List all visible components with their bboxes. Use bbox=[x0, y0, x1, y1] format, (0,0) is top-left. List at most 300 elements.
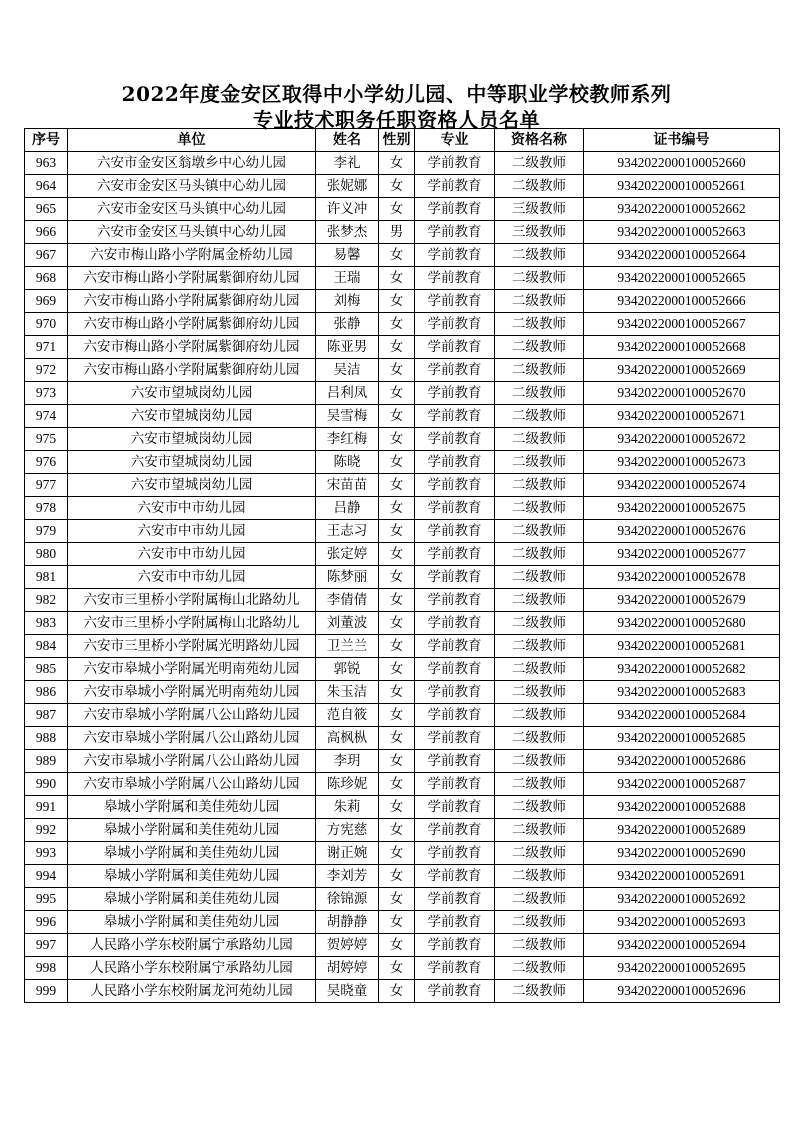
cell-unit: 六安市中市幼儿园 bbox=[68, 520, 316, 543]
cell-gender: 女 bbox=[379, 428, 415, 451]
cell-major: 学前教育 bbox=[415, 244, 495, 267]
cell-unit: 六安市三里桥小学附属梅山北路幼儿 bbox=[68, 612, 316, 635]
cell-seq: 986 bbox=[25, 681, 68, 704]
cell-gender: 女 bbox=[379, 336, 415, 359]
cell-seq: 989 bbox=[25, 750, 68, 773]
cell-qualification: 二级教师 bbox=[495, 290, 584, 313]
cell-seq: 976 bbox=[25, 451, 68, 474]
cell-major: 学前教育 bbox=[415, 773, 495, 796]
cell-seq: 988 bbox=[25, 727, 68, 750]
cell-gender: 女 bbox=[379, 773, 415, 796]
cell-major: 学前教育 bbox=[415, 957, 495, 980]
cell-certificate: 9342022000100052676 bbox=[584, 520, 780, 543]
cell-qualification: 二级教师 bbox=[495, 842, 584, 865]
cell-gender: 女 bbox=[379, 727, 415, 750]
cell-unit: 六安市梅山路小学附属紫御府幼儿园 bbox=[68, 267, 316, 290]
cell-name: 刘董波 bbox=[316, 612, 379, 635]
cell-certificate: 9342022000100052686 bbox=[584, 750, 780, 773]
cell-certificate: 934202200010005266​0 bbox=[584, 152, 780, 175]
table-row bbox=[25, 911, 780, 934]
cell-name: 李玥 bbox=[316, 750, 379, 773]
col-header-name: 姓名 bbox=[316, 129, 379, 152]
table-row bbox=[25, 589, 780, 612]
cell-seq: 970 bbox=[25, 313, 68, 336]
table-row bbox=[25, 957, 780, 980]
cell-unit: 六安市中市幼儿园 bbox=[68, 497, 316, 520]
cell-seq: 998 bbox=[25, 957, 68, 980]
cell-name: 张静 bbox=[316, 313, 379, 336]
cell-gender: 女 bbox=[379, 796, 415, 819]
cell-unit: 皋城小学附属和美佳苑幼儿园 bbox=[68, 888, 316, 911]
cell-seq: 994 bbox=[25, 865, 68, 888]
cell-gender: 女 bbox=[379, 888, 415, 911]
cell-major: 学前教育 bbox=[415, 451, 495, 474]
cell-seq: 983 bbox=[25, 612, 68, 635]
cell-unit: 六安市望城岗幼儿园 bbox=[68, 451, 316, 474]
cell-seq: 982 bbox=[25, 589, 68, 612]
cell-seq: 974 bbox=[25, 405, 68, 428]
cell-certificate: 9342022000100052693 bbox=[584, 911, 780, 934]
cell-name: 李刘芳 bbox=[316, 865, 379, 888]
cell-unit: 六安市望城岗幼儿园 bbox=[68, 474, 316, 497]
cell-qualification: 二级教师 bbox=[495, 819, 584, 842]
cell-gender: 女 bbox=[379, 267, 415, 290]
cell-name: 陈珍妮 bbox=[316, 773, 379, 796]
cell-gender: 女 bbox=[379, 704, 415, 727]
cell-seq: 979 bbox=[25, 520, 68, 543]
cell-unit: 六安市三里桥小学附属梅山北路幼儿 bbox=[68, 589, 316, 612]
table-row bbox=[25, 796, 780, 819]
table-row bbox=[25, 612, 780, 635]
cell-name: 吴雪梅 bbox=[316, 405, 379, 428]
cell-major: 学前教育 bbox=[415, 198, 495, 221]
table-row bbox=[25, 704, 780, 727]
cell-seq: 987 bbox=[25, 704, 68, 727]
cell-unit: 皋城小学附属和美佳苑幼儿园 bbox=[68, 819, 316, 842]
cell-unit: 六安市金安区翁墩乡中心幼儿园 bbox=[68, 152, 316, 175]
cell-seq: 984 bbox=[25, 635, 68, 658]
table-row bbox=[25, 175, 780, 198]
cell-qualification: 二级教师 bbox=[495, 773, 584, 796]
col-header-gender: 性别 bbox=[379, 129, 415, 152]
table-row bbox=[25, 658, 780, 681]
cell-certificate: 9342022000100052682 bbox=[584, 658, 780, 681]
cell-certificate: 9342022000100052688 bbox=[584, 796, 780, 819]
cell-major: 学前教育 bbox=[415, 589, 495, 612]
cell-gender: 女 bbox=[379, 175, 415, 198]
table-row bbox=[25, 405, 780, 428]
cell-name: 许义冲 bbox=[316, 198, 379, 221]
table-row bbox=[25, 244, 780, 267]
cell-name: 陈亚男 bbox=[316, 336, 379, 359]
table-row bbox=[25, 221, 780, 244]
col-header-unit: 单位 bbox=[68, 129, 316, 152]
cell-gender: 女 bbox=[379, 819, 415, 842]
col-header-major: 专业 bbox=[415, 129, 495, 152]
table-row bbox=[25, 566, 780, 589]
cell-certificate: 9342022000100052673 bbox=[584, 451, 780, 474]
cell-unit: 六安市金安区马头镇中心幼儿园 bbox=[68, 221, 316, 244]
cell-qualification: 二级教师 bbox=[495, 267, 584, 290]
cell-gender: 女 bbox=[379, 934, 415, 957]
cell-gender: 女 bbox=[379, 290, 415, 313]
cell-unit: 六安市望城岗幼儿园 bbox=[68, 382, 316, 405]
cell-unit: 六安市中市幼儿园 bbox=[68, 566, 316, 589]
table-row bbox=[25, 290, 780, 313]
cell-seq: 964 bbox=[25, 175, 68, 198]
table-row bbox=[25, 819, 780, 842]
cell-qualification: 二级教师 bbox=[495, 704, 584, 727]
cell-qualification: 二级教师 bbox=[495, 911, 584, 934]
cell-major: 学前教育 bbox=[415, 704, 495, 727]
cell-certificate: 9342022000100052670 bbox=[584, 382, 780, 405]
cell-gender: 女 bbox=[379, 750, 415, 773]
cell-qualification: 二级教师 bbox=[495, 566, 584, 589]
cell-major: 学前教育 bbox=[415, 658, 495, 681]
cell-name: 张梦杰 bbox=[316, 221, 379, 244]
cell-major: 学前教育 bbox=[415, 796, 495, 819]
cell-gender: 女 bbox=[379, 842, 415, 865]
table-row bbox=[25, 888, 780, 911]
cell-certificate: 9342022000100052690 bbox=[584, 842, 780, 865]
table-row bbox=[25, 681, 780, 704]
cell-seq: 971 bbox=[25, 336, 68, 359]
cell-gender: 女 bbox=[379, 566, 415, 589]
cell-unit: 六安市皋城小学附属光明南苑幼儿园 bbox=[68, 658, 316, 681]
cell-major: 学前教育 bbox=[415, 290, 495, 313]
cell-qualification: 二级教师 bbox=[495, 796, 584, 819]
table-row bbox=[25, 543, 780, 566]
cell-certificate: 9342022000100052681 bbox=[584, 635, 780, 658]
cell-seq: 966 bbox=[25, 221, 68, 244]
cell-unit: 六安市皋城小学附属八公山路幼儿园 bbox=[68, 750, 316, 773]
cell-name: 范自筱 bbox=[316, 704, 379, 727]
cell-gender: 女 bbox=[379, 313, 415, 336]
cell-qualification: 二级教师 bbox=[495, 589, 584, 612]
header-row bbox=[25, 129, 780, 152]
cell-unit: 六安市金安区马头镇中心幼儿园 bbox=[68, 198, 316, 221]
cell-qualification: 二级教师 bbox=[495, 405, 584, 428]
cell-major: 学前教育 bbox=[415, 543, 495, 566]
cell-seq: 977 bbox=[25, 474, 68, 497]
cell-seq: 981 bbox=[25, 566, 68, 589]
cell-qualification: 二级教师 bbox=[495, 520, 584, 543]
cell-name: 张定婷 bbox=[316, 543, 379, 566]
cell-major: 学前教育 bbox=[415, 750, 495, 773]
cell-major: 学前教育 bbox=[415, 842, 495, 865]
cell-name: 徐锦源 bbox=[316, 888, 379, 911]
cell-gender: 女 bbox=[379, 382, 415, 405]
cell-seq: 996 bbox=[25, 911, 68, 934]
table-row bbox=[25, 727, 780, 750]
cell-unit: 人民路小学东校附属龙河苑幼儿园 bbox=[68, 980, 316, 1003]
cell-major: 学前教育 bbox=[415, 566, 495, 589]
table-row bbox=[25, 359, 780, 382]
cell-certificate: 9342022000100052666 bbox=[584, 290, 780, 313]
cell-major: 学前教育 bbox=[415, 313, 495, 336]
table-row bbox=[25, 865, 780, 888]
cell-qualification: 二级教师 bbox=[495, 934, 584, 957]
cell-major: 学前教育 bbox=[415, 152, 495, 175]
cell-unit: 皋城小学附属和美佳苑幼儿园 bbox=[68, 796, 316, 819]
cell-unit: 六安市金安区马头镇中心幼儿园 bbox=[68, 175, 316, 198]
cell-name: 李礼 bbox=[316, 152, 379, 175]
cell-major: 学前教育 bbox=[415, 819, 495, 842]
cell-gender: 女 bbox=[379, 658, 415, 681]
cell-major: 学前教育 bbox=[415, 980, 495, 1003]
cell-certificate: 9342022000100052684 bbox=[584, 704, 780, 727]
cell-certificate: 9342022000100052668 bbox=[584, 336, 780, 359]
cell-major: 学前教育 bbox=[415, 428, 495, 451]
cell-name: 陈晓 bbox=[316, 451, 379, 474]
cell-unit: 六安市皋城小学附属八公山路幼儿园 bbox=[68, 704, 316, 727]
table-row bbox=[25, 336, 780, 359]
cell-seq: 967 bbox=[25, 244, 68, 267]
cell-seq: 963 bbox=[25, 152, 68, 175]
cell-gender: 女 bbox=[379, 543, 415, 566]
cell-qualification: 二级教师 bbox=[495, 497, 584, 520]
cell-major: 学前教育 bbox=[415, 405, 495, 428]
cell-qualification: 二级教师 bbox=[495, 543, 584, 566]
cell-qualification: 二级教师 bbox=[495, 980, 584, 1003]
document-subtitle: 专业技术职务任职资格人员名单 bbox=[253, 108, 540, 132]
cell-name: 朱玉洁 bbox=[316, 681, 379, 704]
table-row bbox=[25, 635, 780, 658]
table-row bbox=[25, 750, 780, 773]
cell-name: 宋苗苗 bbox=[316, 474, 379, 497]
cell-certificate: 9342022000100052685 bbox=[584, 727, 780, 750]
cell-unit: 人民路小学东校附属宁承路幼儿园 bbox=[68, 957, 316, 980]
cell-major: 学前教育 bbox=[415, 520, 495, 543]
cell-qualification: 二级教师 bbox=[495, 474, 584, 497]
cell-seq: 965 bbox=[25, 198, 68, 221]
table-row bbox=[25, 198, 780, 221]
cell-name: 贺婷婷 bbox=[316, 934, 379, 957]
cell-unit: 皋城小学附属和美佳苑幼儿园 bbox=[68, 842, 316, 865]
cell-unit: 六安市望城岗幼儿园 bbox=[68, 428, 316, 451]
cell-gender: 女 bbox=[379, 635, 415, 658]
cell-certificate: 9342022000100052679 bbox=[584, 589, 780, 612]
table-row bbox=[25, 773, 780, 796]
cell-gender: 女 bbox=[379, 198, 415, 221]
cell-seq: 985 bbox=[25, 658, 68, 681]
table-row bbox=[25, 267, 780, 290]
cell-name: 方宪慈 bbox=[316, 819, 379, 842]
cell-certificate: 9342022000100052691 bbox=[584, 865, 780, 888]
cell-major: 学前教育 bbox=[415, 681, 495, 704]
cell-seq: 969 bbox=[25, 290, 68, 313]
cell-name: 张妮娜 bbox=[316, 175, 379, 198]
cell-unit: 六安市皋城小学附属八公山路幼儿园 bbox=[68, 773, 316, 796]
cell-name: 郭锐 bbox=[316, 658, 379, 681]
cell-major: 学前教育 bbox=[415, 911, 495, 934]
cell-major: 学前教育 bbox=[415, 934, 495, 957]
cell-major: 学前教育 bbox=[415, 221, 495, 244]
document-title: 2022年度金安区取得中小学幼儿园、中等职业学校教师系列 bbox=[121, 82, 672, 106]
cell-major: 学前教育 bbox=[415, 359, 495, 382]
col-header-seq: 序号 bbox=[25, 129, 68, 152]
cell-major: 学前教育 bbox=[415, 267, 495, 290]
cell-name: 卫兰兰 bbox=[316, 635, 379, 658]
cell-seq: 972 bbox=[25, 359, 68, 382]
cell-qualification: 二级教师 bbox=[495, 635, 584, 658]
cell-certificate: 9342022000100052667 bbox=[584, 313, 780, 336]
cell-qualification: 二级教师 bbox=[495, 451, 584, 474]
cell-certificate: 9342022000100052696 bbox=[584, 980, 780, 1003]
cell-major: 学前教育 bbox=[415, 175, 495, 198]
cell-qualification: 二级教师 bbox=[495, 313, 584, 336]
cell-seq: 973 bbox=[25, 382, 68, 405]
cell-qualification: 三级教师 bbox=[495, 198, 584, 221]
table-row bbox=[25, 497, 780, 520]
table-row bbox=[25, 382, 780, 405]
cell-certificate: 9342022000100052663 bbox=[584, 221, 780, 244]
cell-name: 胡婷婷 bbox=[316, 957, 379, 980]
cell-gender: 女 bbox=[379, 497, 415, 520]
cell-seq: 993 bbox=[25, 842, 68, 865]
cell-qualification: 二级教师 bbox=[495, 428, 584, 451]
cell-name: 吕静 bbox=[316, 497, 379, 520]
cell-unit: 人民路小学东校附属宁承路幼儿园 bbox=[68, 934, 316, 957]
cell-seq: 999 bbox=[25, 980, 68, 1003]
cell-seq: 990 bbox=[25, 773, 68, 796]
cell-qualification: 二级教师 bbox=[495, 244, 584, 267]
cell-name: 胡静静 bbox=[316, 911, 379, 934]
cell-unit: 皋城小学附属和美佳苑幼儿园 bbox=[68, 865, 316, 888]
cell-name: 吴洁 bbox=[316, 359, 379, 382]
cell-unit: 六安市望城岗幼儿园 bbox=[68, 405, 316, 428]
cell-gender: 女 bbox=[379, 865, 415, 888]
cell-major: 学前教育 bbox=[415, 382, 495, 405]
cell-qualification: 二级教师 bbox=[495, 612, 584, 635]
col-header-certificate: 证书编号 bbox=[584, 129, 780, 152]
cell-major: 学前教育 bbox=[415, 336, 495, 359]
table-row bbox=[25, 451, 780, 474]
cell-qualification: 二级教师 bbox=[495, 681, 584, 704]
cell-name: 陈梦丽 bbox=[316, 566, 379, 589]
cell-unit: 六安市皋城小学附属八公山路幼儿园 bbox=[68, 727, 316, 750]
roster-table bbox=[24, 128, 780, 1003]
cell-major: 学前教育 bbox=[415, 474, 495, 497]
cell-certificate: 9342022000100052674 bbox=[584, 474, 780, 497]
cell-major: 学前教育 bbox=[415, 612, 495, 635]
cell-certificate: 9342022000100052672 bbox=[584, 428, 780, 451]
cell-qualification: 二级教师 bbox=[495, 152, 584, 175]
cell-name: 朱莉 bbox=[316, 796, 379, 819]
col-header-qualification: 资格名称 bbox=[495, 129, 584, 152]
cell-qualification: 二级教师 bbox=[495, 336, 584, 359]
cell-qualification: 二级教师 bbox=[495, 750, 584, 773]
cell-qualification: 二级教师 bbox=[495, 865, 584, 888]
cell-gender: 女 bbox=[379, 244, 415, 267]
cell-major: 学前教育 bbox=[415, 888, 495, 911]
cell-name: 易馨 bbox=[316, 244, 379, 267]
cell-seq: 992 bbox=[25, 819, 68, 842]
cell-qualification: 二级教师 bbox=[495, 359, 584, 382]
cell-gender: 女 bbox=[379, 911, 415, 934]
cell-qualification: 二级教师 bbox=[495, 175, 584, 198]
cell-major: 学前教育 bbox=[415, 497, 495, 520]
cell-unit: 六安市梅山路小学附属紫御府幼儿园 bbox=[68, 290, 316, 313]
cell-gender: 女 bbox=[379, 980, 415, 1003]
cell-unit: 六安市梅山路小学附属紫御府幼儿园 bbox=[68, 336, 316, 359]
cell-qualification: 二级教师 bbox=[495, 382, 584, 405]
cell-name: 王志习 bbox=[316, 520, 379, 543]
cell-gender: 女 bbox=[379, 520, 415, 543]
cell-name: 吕利凤 bbox=[316, 382, 379, 405]
cell-unit: 六安市三里桥小学附属光明路幼儿园 bbox=[68, 635, 316, 658]
cell-gender: 男 bbox=[379, 221, 415, 244]
cell-certificate: 9342022000100052671 bbox=[584, 405, 780, 428]
cell-certificate: 9342022000100052689 bbox=[584, 819, 780, 842]
cell-name: 高枫枞 bbox=[316, 727, 379, 750]
cell-certificate: 9342022000100052665 bbox=[584, 267, 780, 290]
cell-certificate: 9342022000100052662 bbox=[584, 198, 780, 221]
cell-unit: 六安市梅山路小学附属金桥幼儿园 bbox=[68, 244, 316, 267]
cell-seq: 975 bbox=[25, 428, 68, 451]
cell-seq: 991 bbox=[25, 796, 68, 819]
cell-unit: 六安市中市幼儿园 bbox=[68, 543, 316, 566]
cell-qualification: 二级教师 bbox=[495, 957, 584, 980]
cell-name: 吴晓童 bbox=[316, 980, 379, 1003]
cell-certificate: 9342022000100052683 bbox=[584, 681, 780, 704]
table-row bbox=[25, 934, 780, 957]
cell-certificate: 9342022000100052692 bbox=[584, 888, 780, 911]
cell-major: 学前教育 bbox=[415, 727, 495, 750]
cell-major: 学前教育 bbox=[415, 635, 495, 658]
cell-name: 刘梅 bbox=[316, 290, 379, 313]
table-row bbox=[25, 474, 780, 497]
cell-qualification: 二级教师 bbox=[495, 658, 584, 681]
table-row bbox=[25, 842, 780, 865]
cell-certificate: 9342022000100052661 bbox=[584, 175, 780, 198]
cell-certificate: 9342022000100052695 bbox=[584, 957, 780, 980]
cell-certificate: 9342022000100052678 bbox=[584, 566, 780, 589]
cell-certificate: 9342022000100052677 bbox=[584, 543, 780, 566]
cell-seq: 997 bbox=[25, 934, 68, 957]
cell-seq: 980 bbox=[25, 543, 68, 566]
table-row bbox=[25, 313, 780, 336]
cell-seq: 978 bbox=[25, 497, 68, 520]
cell-seq: 995 bbox=[25, 888, 68, 911]
cell-qualification: 二级教师 bbox=[495, 888, 584, 911]
cell-name: 谢正婉 bbox=[316, 842, 379, 865]
cell-qualification: 三级教师 bbox=[495, 221, 584, 244]
cell-unit: 六安市梅山路小学附属紫御府幼儿园 bbox=[68, 313, 316, 336]
cell-name: 王瑞 bbox=[316, 267, 379, 290]
cell-gender: 女 bbox=[379, 589, 415, 612]
cell-certificate: 9342022000100052675 bbox=[584, 497, 780, 520]
cell-gender: 女 bbox=[379, 612, 415, 635]
cell-seq: 968 bbox=[25, 267, 68, 290]
cell-gender: 女 bbox=[379, 405, 415, 428]
cell-certificate: 9342022000100052687 bbox=[584, 773, 780, 796]
table-row bbox=[25, 428, 780, 451]
cell-gender: 女 bbox=[379, 152, 415, 175]
table-row bbox=[25, 152, 780, 175]
table-row bbox=[25, 980, 780, 1003]
cell-gender: 女 bbox=[379, 957, 415, 980]
cell-name: 李红梅 bbox=[316, 428, 379, 451]
cell-gender: 女 bbox=[379, 474, 415, 497]
table-row bbox=[25, 520, 780, 543]
cell-certificate: 9342022000100052694 bbox=[584, 934, 780, 957]
cell-unit: 六安市梅山路小学附属紫御府幼儿园 bbox=[68, 359, 316, 382]
cell-unit: 六安市皋城小学附属光明南苑幼儿园 bbox=[68, 681, 316, 704]
cell-unit: 皋城小学附属和美佳苑幼儿园 bbox=[68, 911, 316, 934]
cell-certificate: 9342022000100052664 bbox=[584, 244, 780, 267]
cell-gender: 女 bbox=[379, 359, 415, 382]
